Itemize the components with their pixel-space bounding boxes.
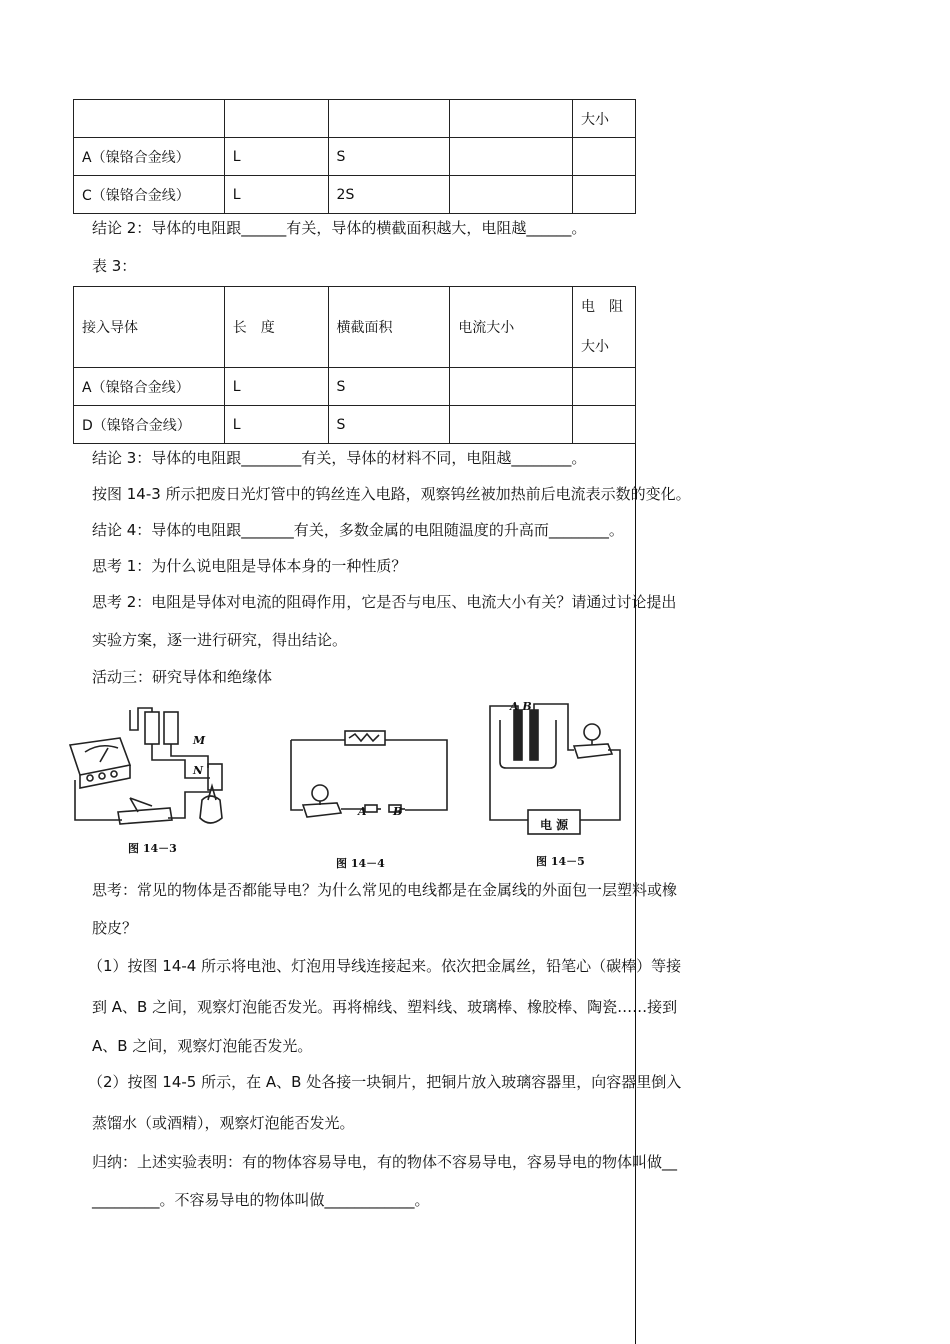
table-header-cell: 大小 bbox=[573, 100, 636, 138]
label-a: A bbox=[358, 805, 367, 818]
table-header-cell: 电流大小 bbox=[450, 287, 573, 368]
table-cell: S bbox=[328, 368, 450, 406]
table-cell: S bbox=[328, 138, 450, 176]
table-2 bbox=[73, 99, 636, 214]
table-row bbox=[74, 100, 636, 138]
table-row bbox=[74, 368, 636, 406]
label-n: N bbox=[193, 764, 204, 777]
conclusion-4: 结论 4：导体的电阻跟_______有关，多数金属的电阻随温度的升高而________。 bbox=[92, 521, 624, 539]
summary-line-1: 归纳：上述实验表明：有的物体容易导电，有的物体不容易导电，容易导电的物体叫做__ bbox=[92, 1153, 678, 1171]
step-1-line-2: 到 A、B 之间，观察灯泡能否发光。再将棉线、塑料线、玻璃棒、橡胶棒、陶瓷……接到 bbox=[92, 998, 678, 1016]
conclusion-3: 结论 3：导体的电阻跟________有关，导体的材料不同，电阻越________。 bbox=[92, 449, 587, 467]
label-b: B bbox=[393, 805, 403, 818]
table-cell: L bbox=[224, 138, 328, 176]
think-2-line-2: 实验方案，逐一进行研究，得出结论。 bbox=[92, 631, 348, 649]
table-cell: C（镍铬合金线） bbox=[74, 176, 225, 214]
summary-line-2: _________。不容易导电的物体叫做____________。 bbox=[92, 1191, 430, 1209]
figure-14-5-label: 图 14－5 bbox=[536, 855, 585, 868]
table-header-cell: 长 度 bbox=[224, 287, 328, 368]
table-cell: L bbox=[224, 368, 328, 406]
label-ab: A B bbox=[510, 700, 532, 713]
header-resistance: 电 阻 bbox=[581, 299, 624, 315]
figure-14-3-label: 图 14－3 bbox=[128, 842, 177, 855]
table-cell: A（镍铬合金线） bbox=[74, 138, 225, 176]
activity-3-heading: 活动三：研究导体和绝缘体 bbox=[92, 668, 273, 686]
label-m: M bbox=[193, 734, 206, 747]
table-row bbox=[74, 406, 636, 444]
figure-14-4-diagram bbox=[285, 725, 455, 830]
step-2-line-1: （2）按图 14-5 所示，在 A、B 处各接一块铜片，把铜片放入玻璃容器里，向容器里倒入 bbox=[88, 1073, 682, 1091]
power-source-label: 电 源 bbox=[540, 818, 569, 832]
step-2-line-2: 蒸馏水（或酒精），观察灯泡能否发光。 bbox=[92, 1114, 355, 1132]
figure-14-4-label: 图 14－4 bbox=[336, 857, 385, 870]
table-header-cell: 横截面积 bbox=[328, 287, 450, 368]
table-row bbox=[74, 138, 636, 176]
conclusion-2: 结论 2：导体的电阻跟______有关，导体的横截面积越大，电阻越______。 bbox=[92, 219, 587, 237]
table-cell: S bbox=[328, 406, 450, 444]
step-1-line-3: A、B 之间，观察灯泡能否发光。 bbox=[92, 1037, 313, 1055]
table-cell: L bbox=[224, 176, 328, 214]
table-cell: A（镍铬合金线） bbox=[74, 368, 225, 406]
table-header-cell: 接入导体 bbox=[74, 287, 225, 368]
paragraph-fig-14-3: 按图 14-3 所示把废日光灯管中的钨丝连入电路，观察钨丝被加热前后电流表示数的变化。 bbox=[92, 485, 691, 503]
step-1-line-1: （1）按图 14-4 所示将电池、灯泡用导线连接起来。依次把金属丝，铅笔心（碳棒）等接 bbox=[88, 957, 682, 975]
think-3-line-2: 胶皮？ bbox=[92, 919, 138, 937]
table-cell: L bbox=[224, 406, 328, 444]
header-size: 大小 bbox=[581, 339, 610, 355]
table-header-cell bbox=[573, 287, 636, 368]
figure-14-3-diagram bbox=[60, 700, 250, 840]
table-header-row bbox=[74, 287, 636, 368]
table-cell: 2S bbox=[328, 176, 450, 214]
table-3-caption: 表 3： bbox=[92, 257, 137, 275]
table-row bbox=[74, 176, 636, 214]
table-3 bbox=[73, 286, 636, 444]
think-1: 思考 1：为什么说电阻是导体本身的一种性质？ bbox=[92, 557, 407, 575]
think-2-line-1: 思考 2：电阻是导体对电流的阻碍作用，它是否与电压、电流大小有关？请通过讨论提出 bbox=[92, 593, 677, 611]
table-cell: D（镍铬合金线） bbox=[74, 406, 225, 444]
think-3-line-1: 思考：常见的物体是否都能导电？为什么常见的电线都是在金属线的外面包一层塑料或橡 bbox=[92, 881, 678, 899]
